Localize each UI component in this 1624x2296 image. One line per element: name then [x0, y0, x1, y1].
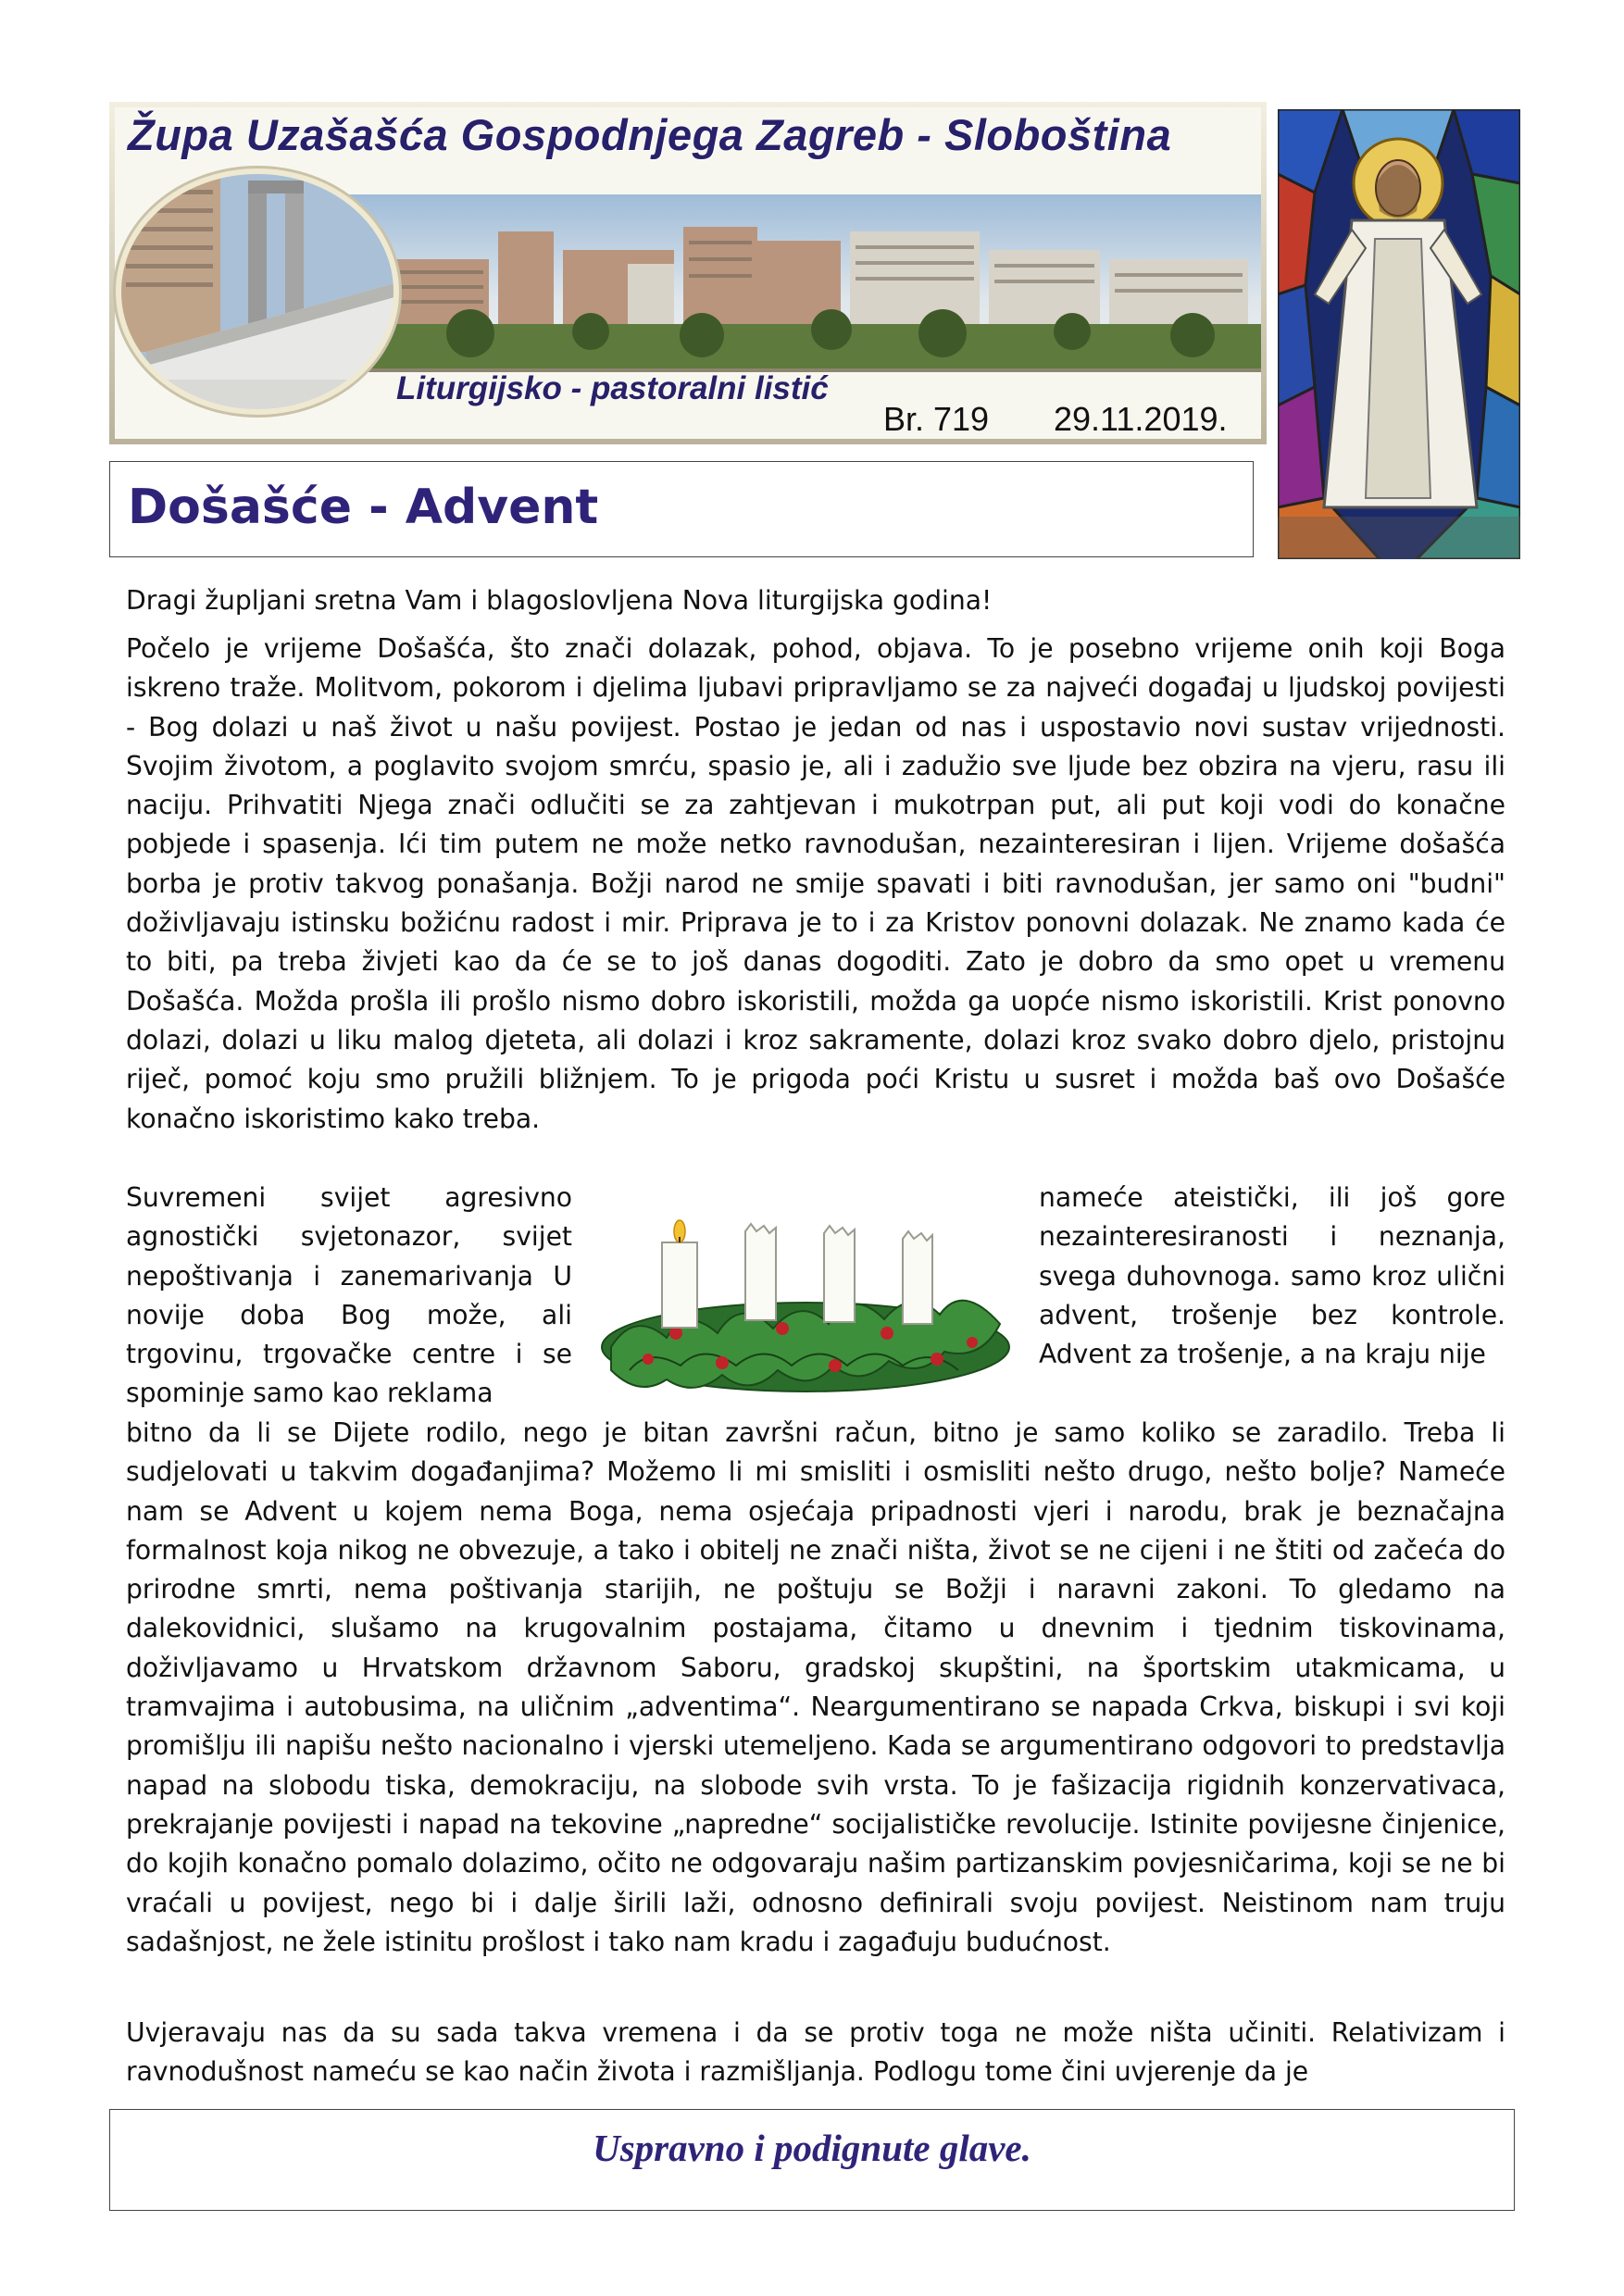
issue-number: Br. 719	[883, 400, 990, 438]
issue-date: 29.11.2019.	[1054, 400, 1228, 438]
paragraph-2-continued: bitno da li se Dijete rodilo, nego je bitan završni račun, bitno je samo koliko se zaradilo. Treba li sudjelovati u takvim događanjima? Možemo li mi smisliti i osmisliti nešto drugo, nešto bolje? Nameće nam se Advent u kojem nema Boga, nema osjećaja pripadnosti vjeri i narodu, brak je beznačajna formalnost koja nikog ne obvezuje, a tako i obitelj ne znači ništa, život se ne cijeni i ne štiti od začeća do prirodne smrti, nema poštivanja starijih, ne poštuju se Božji i naravni zakoni. To gledamo na dalekovidnici, slušamo na krugovalnim postajama, čitamo u dnevnim i tjednim tiskovinama, doživljavamo u Hrvatskom državnom Saboru, gradskoj skupštini, na športskim utakmicama, u tramvajima i autobusima, na uličnim „adventima“. Neargumentirano se napada Crkva, biskupi i svi koji promišlju ili napišu nešto nacionalno i vjerski utemeljeno. Kada se argumentirano odgovori to predstavlja napad na slobodu tiska, demokraciju, na slobode svih vrsta. To je fašizacija rigidnih konzervativaca, prekrajanje povijesti i napad na tekovine „napredne“ socijalističke revolucije. Istinite povijesne činjenice, do kojih konačno pomalo dolazimo, očito ne odgovaraju našim partizanskim povjesničarima, koji se ne bi vraćali u povijest, nego bi i dalje širili laži, odnosno definirali svoju povijest. Neistinom nam truju sadašnjost, ne žele istinitu prošlost i tako nam kradu i zagađuju budućnost.	[126, 1417, 1505, 1957]
bulletin-subtitle: Liturgijsko - pastoralni listić	[396, 370, 829, 406]
stained-glass-icon	[1278, 109, 1520, 559]
footer-motto: Uspravno i podignute glave.	[593, 2127, 1031, 2169]
paragraph-2-left-column: Suvremeni svijet agresivno agnostički svjetonazor, svijet nepoštivanja i zanemarivanja U novije doba Bog može, ali trgovinu, trgovačke centre i se spominje samo kao reklama	[126, 1182, 572, 1409]
greeting: Dragi župljani sretna Vam i blagoslovljena Nova liturgijska godina!	[126, 585, 993, 616]
advent-wreath-icon	[593, 1194, 1018, 1400]
paragraph-1: Počelo je vrijeme Došašća, što znači dolazak, pohod, objava. To je posebno vrijeme onih koji Boga iskreno traže. Molitvom, pokorom i djelima ljubavi pripravljamo se za najveći događaj u ljudskoj povijesti - Bog dolazi u naš život u našu povijest. Postao je jedan od nas i uspostavio novi sustav vrijednosti. Svojim životom, a poglavito svojom smrću, spasio je, ali i zadužio sve ljude bez obzira na vjeru, rasu ili naciju. Prihvatiti Njega znači odlučiti se za zahtjevan i mukotrpan put, ali put koji vodi do konačne pobjede i spasenja. Ići tim putem ne može netko ravnodušan, nezainteresiran i lijen. Vrijeme došašća borba je protiv takvog ponašanja. Božji narod ne smije spavati i biti ravnodušan, jer samo oni "budni" doživljavaju istinsku božićnu radost i mir. Priprava je to i za Kristov ponovni dolazak. Ne znamo kada će to biti, pa treba živjeti kao da će se to još danas dogoditi. Zato je dobro da smo opet u vremenu Došašća. Možda prošla ili prošlo nismo dobro iskoristili, možda ga uopće nismo iskoristili. Krist ponovno dolazi, dolazi u liku malog djeteta, ali dolazi i kroz sakramente, dolazi kroz svako dobro djelo, pristojnu riječ, pomoć koju smo pružili bližnjem. To je prigoda poći Kristu u susret i možda baš ovo Došašće konačno iskoristimo kako treba.	[126, 633, 1505, 1134]
paragraph-2-right-column: nameće ateistički, ili još gore nezainteresiranosti i neznanja, svega duhovnoga. samo kroz ulični advent, trošenje bez kontrole. Advent za trošenje, a na kraju nije	[1039, 1182, 1505, 1370]
article-heading: Došašće - Advent	[128, 480, 599, 535]
parish-title: Župa Uzašašća Gospodnjega Zagreb - Sloboština	[128, 110, 1172, 159]
paragraph-3: Uvjeravaju nas da su sada takva vremena i da se protiv toga ne može ništa učiniti. Relativizam i ravnodušnost nameću se kao način života i razmišljanja. Podlogu tome čini uvjerenje da je	[126, 2017, 1505, 2088]
